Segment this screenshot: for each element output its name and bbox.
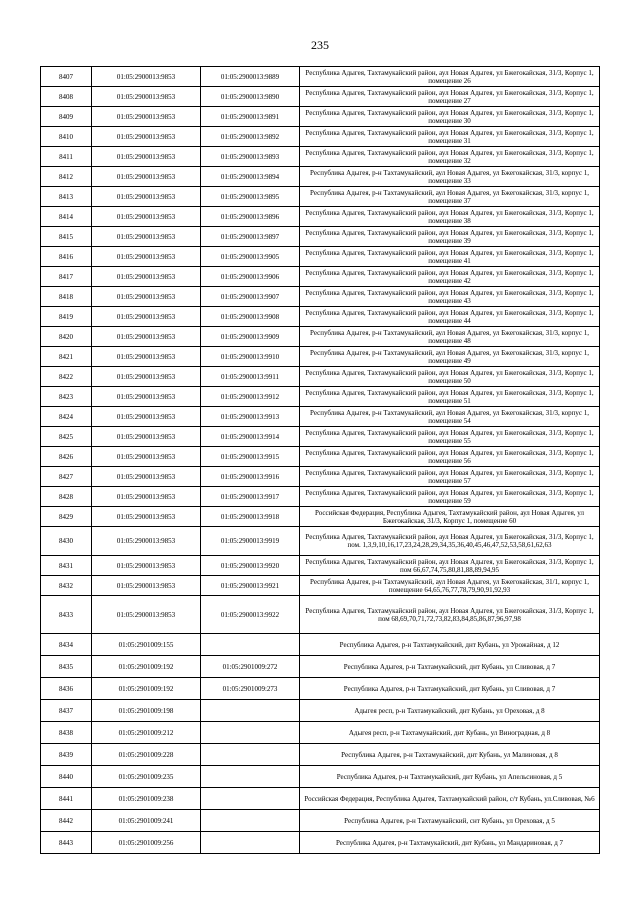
address-cell: Республика Адыгея, р-н Тахтамукайский, днт Кубань, ул Сливовая, д 7 [300, 678, 600, 700]
cadastral-number-cell: 01:05:2900013:9853 [92, 387, 201, 407]
address-cell: Республика Адыгея, Тахтамукайский район, аул Новая Адыгея, ул Бжегокайская, 31/3, Корпус 1, помещение 26 [300, 67, 600, 87]
row-number-cell: 8414 [41, 207, 92, 227]
row-number-cell: 8423 [41, 387, 92, 407]
address-cell: Республика Адыгея, р-н Тахтамукайский, днт Кубань, ул Сливовая, д 7 [300, 656, 600, 678]
premises-cadastral-number-cell: 01:05:2900013:9919 [201, 527, 300, 556]
address-cell: Республика Адыгея, Тахтамукайский район, аул Новая Адыгея, ул Бжегокайская, 31/3, Корпус 1, помещение 42 [300, 267, 600, 287]
table-row [41, 678, 600, 700]
address-cell: Российская Федерация, Республика Адыгея, Тахтамукайский район, аул Новая Адыгея, ул Бжегокайская, 31/3, Корпус 1, помещение 60 [300, 507, 600, 527]
row-number-cell: 8419 [41, 307, 92, 327]
row-number-cell: 8440 [41, 766, 92, 788]
address-cell: Республика Адыгея, Тахтамукайский район, аул Новая Адыгея, ул Бжегокайская, 31/3, Корпус 1, помещение 44 [300, 307, 600, 327]
table-row [41, 596, 600, 634]
address-cell: Республика Адыгея, Тахтамукайский район, аул Новая Адыгея, ул Бжегокайская, 31/3, Корпус 1, помещение 50 [300, 367, 600, 387]
table-row [41, 810, 600, 832]
premises-cadastral-number-cell: 01:05:2901009:272 [201, 656, 300, 678]
table-row [41, 722, 600, 744]
table-row [41, 576, 600, 596]
table-row [41, 656, 600, 678]
premises-cadastral-number-cell [201, 700, 300, 722]
premises-cadastral-number-cell: 01:05:2900013:9911 [201, 367, 300, 387]
row-number-cell: 8425 [41, 427, 92, 447]
row-number-cell: 8432 [41, 576, 92, 596]
row-number-cell: 8431 [41, 556, 92, 576]
table-row [41, 634, 600, 656]
table-row [41, 507, 600, 527]
premises-cadastral-number-cell: 01:05:2900013:9915 [201, 447, 300, 467]
table-row [41, 207, 600, 227]
address-cell: Республика Адыгея, Тахтамукайский район, аул Новая Адыгея, ул Бжегокайская, 31/3, Корпус 1, помещение 56 [300, 447, 600, 467]
table-row [41, 87, 600, 107]
cadastral-number-cell: 01:05:2901009:192 [92, 656, 201, 678]
cadastral-number-cell: 01:05:2900013:9853 [92, 507, 201, 527]
row-number-cell: 8429 [41, 507, 92, 527]
row-number-cell: 8441 [41, 788, 92, 810]
row-number-cell: 8421 [41, 347, 92, 367]
cadastral-number-cell: 01:05:2900013:9853 [92, 227, 201, 247]
row-number-cell: 8438 [41, 722, 92, 744]
cadastral-number-cell: 01:05:2901009:241 [92, 810, 201, 832]
table-row [41, 387, 600, 407]
premises-cadastral-number-cell: 01:05:2900013:9897 [201, 227, 300, 247]
table-row [41, 167, 600, 187]
table-row [41, 766, 600, 788]
premises-cadastral-number-cell: 01:05:2900013:9914 [201, 427, 300, 447]
table-row [41, 487, 600, 507]
row-number-cell: 8407 [41, 67, 92, 87]
address-cell: Республика Адыгея, Тахтамукайский район, аул Новая Адыгея, ул Бжегокайская, 31/3, Корпус 1, пом 68,69,70,71,72,73,82,83,84,85,86,87,96,97,98 [300, 596, 600, 634]
row-number-cell: 8428 [41, 487, 92, 507]
cadastral-number-cell: 01:05:2901009:235 [92, 766, 201, 788]
cadastral-number-cell: 01:05:2900013:9853 [92, 307, 201, 327]
premises-cadastral-number-cell: 01:05:2900013:9922 [201, 596, 300, 634]
table-row [41, 700, 600, 722]
cadastral-number-cell: 01:05:2901009:192 [92, 678, 201, 700]
row-number-cell: 8412 [41, 167, 92, 187]
address-cell: Республика Адыгея, р-н Тахтамукайский, аул Новая Адыгея, ул Бжегокайская, 31/3, корпус 1, помещение 33 [300, 167, 600, 187]
row-number-cell: 8439 [41, 744, 92, 766]
premises-cadastral-number-cell: 01:05:2900013:9892 [201, 127, 300, 147]
table-row [41, 307, 600, 327]
cadastral-number-cell: 01:05:2900013:9853 [92, 367, 201, 387]
address-cell: Республика Адыгея, Тахтамукайский район, аул Новая Адыгея, ул Бжегокайская, 31/3, Корпус 1, помещение 27 [300, 87, 600, 107]
page-number: 235 [311, 38, 329, 52]
cadastral-number-cell: 01:05:2900013:9853 [92, 407, 201, 427]
cadastral-number-cell: 01:05:2900013:9853 [92, 187, 201, 207]
premises-cadastral-number-cell: 01:05:2900013:9907 [201, 287, 300, 307]
table-row [41, 227, 600, 247]
address-cell: Республика Адыгея, Тахтамукайский район, аул Новая Адыгея, ул Бжегокайская, 31/3, Корпус 1, помещение 38 [300, 207, 600, 227]
address-cell: Республика Адыгея, р-н Тахтамукайский, днт Кубань, ул Урожайная, д 12 [300, 634, 600, 656]
row-number-cell: 8411 [41, 147, 92, 167]
premises-cadastral-number-cell [201, 832, 300, 854]
register-table [40, 66, 600, 854]
address-cell: Республика Адыгея, р-н Тахтамукайский, аул Новая Адыгея, ул Бжегокайская, 31/1, корпус 1, помещение 64,65,76,77,78,79,90,91,92,93 [300, 576, 600, 596]
table-row [41, 467, 600, 487]
row-number-cell: 8410 [41, 127, 92, 147]
address-cell: Республика Адыгея, р-н Тахтамукайский, днт Кубань, ул Малиновая, д 8 [300, 744, 600, 766]
address-cell: Республика Адыгея, Тахтамукайский район, аул Новая Адыгея, ул Бжегокайская, 31/3, Корпус 1, пом. 1,3,9,10,16,17,23,24,28,29,34,35,36,40,45,46,47,52,53,58,61,62,63 [300, 527, 600, 556]
premises-cadastral-number-cell: 01:05:2900013:9918 [201, 507, 300, 527]
row-number-cell: 8413 [41, 187, 92, 207]
row-number-cell: 8434 [41, 634, 92, 656]
address-cell: Республика Адыгея, Тахтамукайский район, аул Новая Адыгея, ул Бжегокайская, 31/3, Корпус 1, помещение 51 [300, 387, 600, 407]
table-row [41, 187, 600, 207]
cadastral-number-cell: 01:05:2900013:9853 [92, 147, 201, 167]
premises-cadastral-number-cell: 01:05:2900013:9890 [201, 87, 300, 107]
row-number-cell: 8427 [41, 467, 92, 487]
row-number-cell: 8408 [41, 87, 92, 107]
cadastral-number-cell: 01:05:2900013:9853 [92, 107, 201, 127]
row-number-cell: 8424 [41, 407, 92, 427]
row-number-cell: 8435 [41, 656, 92, 678]
table-row [41, 107, 600, 127]
table-row [41, 556, 600, 576]
premises-cadastral-number-cell: 01:05:2900013:9920 [201, 556, 300, 576]
premises-cadastral-number-cell: 01:05:2900013:9889 [201, 67, 300, 87]
table-row [41, 744, 600, 766]
premises-cadastral-number-cell: 01:05:2900013:9905 [201, 247, 300, 267]
premises-cadastral-number-cell: 01:05:2900013:9891 [201, 107, 300, 127]
row-number-cell: 8417 [41, 267, 92, 287]
cadastral-number-cell: 01:05:2900013:9853 [92, 127, 201, 147]
row-number-cell: 8430 [41, 527, 92, 556]
cadastral-number-cell: 01:05:2900013:9853 [92, 207, 201, 227]
premises-cadastral-number-cell [201, 788, 300, 810]
row-number-cell: 8416 [41, 247, 92, 267]
address-cell: Российская Федерация, Республика Адыгея, Тахтамукайский район, с/т Кубань, ул.Сливовая, №6 [300, 788, 600, 810]
premises-cadastral-number-cell: 01:05:2900013:9908 [201, 307, 300, 327]
address-cell: Республика Адыгея, р-н Тахтамукайский, снт Кубань, ул Ореховая, д 5 [300, 810, 600, 832]
cadastral-number-cell: 01:05:2900013:9853 [92, 576, 201, 596]
cadastral-number-cell: 01:05:2901009:155 [92, 634, 201, 656]
cadastral-number-cell: 01:05:2900013:9853 [92, 527, 201, 556]
cadastral-number-cell: 01:05:2901009:212 [92, 722, 201, 744]
address-cell: Республика Адыгея, р-н Тахтамукайский, аул Новая Адыгея, ул Бжегокайская, 31/3, корпус 1, помещение 54 [300, 407, 600, 427]
premises-cadastral-number-cell: 01:05:2900013:9913 [201, 407, 300, 427]
row-number-cell: 8443 [41, 832, 92, 854]
address-cell: Адыгея респ, р-н Тахтамукайский, днт Кубань, ул Ореховая, д 8 [300, 700, 600, 722]
table-row [41, 147, 600, 167]
table-row [41, 407, 600, 427]
cadastral-number-cell: 01:05:2901009:228 [92, 744, 201, 766]
table-row [41, 267, 600, 287]
cadastral-number-cell: 01:05:2901009:238 [92, 788, 201, 810]
address-cell: Республика Адыгея, Тахтамукайский район, аул Новая Адыгея, ул Бжегокайская, 31/3, Корпус 1, помещение 57 [300, 467, 600, 487]
premises-cadastral-number-cell: 01:05:2900013:9912 [201, 387, 300, 407]
table-row [41, 327, 600, 347]
cadastral-number-cell: 01:05:2900013:9853 [92, 267, 201, 287]
cadastral-number-cell: 01:05:2900013:9853 [92, 427, 201, 447]
premises-cadastral-number-cell: 01:05:2900013:9917 [201, 487, 300, 507]
premises-cadastral-number-cell: 01:05:2900013:9895 [201, 187, 300, 207]
address-cell: Республика Адыгея, р-н Тахтамукайский, аул Новая Адыгея, ул Бжегокайская, 31/3, корпус 1, помещение 49 [300, 347, 600, 367]
row-number-cell: 8422 [41, 367, 92, 387]
premises-cadastral-number-cell: 01:05:2900013:9893 [201, 147, 300, 167]
table-row [41, 347, 600, 367]
row-number-cell: 8420 [41, 327, 92, 347]
table-row [41, 447, 600, 467]
cadastral-number-cell: 01:05:2900013:9853 [92, 347, 201, 367]
premises-cadastral-number-cell: 01:05:2900013:9896 [201, 207, 300, 227]
table-row [41, 427, 600, 447]
premises-cadastral-number-cell: 01:05:2900013:9910 [201, 347, 300, 367]
address-cell: Республика Адыгея, Тахтамукайский район, аул Новая Адыгея, ул Бжегокайская, 31/3, Корпус 1, помещение 31 [300, 127, 600, 147]
premises-cadastral-number-cell [201, 634, 300, 656]
row-number-cell: 8426 [41, 447, 92, 467]
row-number-cell: 8433 [41, 596, 92, 634]
row-number-cell: 8442 [41, 810, 92, 832]
row-number-cell: 8436 [41, 678, 92, 700]
cadastral-number-cell: 01:05:2900013:9853 [92, 487, 201, 507]
address-cell: Республика Адыгея, Тахтамукайский район, аул Новая Адыгея, ул Бжегокайская, 31/3, Корпус 1, помещение 59 [300, 487, 600, 507]
table-row [41, 67, 600, 87]
address-cell: Республика Адыгея, Тахтамукайский район, аул Новая Адыгея, ул Бжегокайская, 31/3, Корпус 1, помещение 30 [300, 107, 600, 127]
table-row [41, 788, 600, 810]
premises-cadastral-number-cell: 01:05:2900013:9894 [201, 167, 300, 187]
premises-cadastral-number-cell [201, 810, 300, 832]
cadastral-number-cell: 01:05:2900013:9853 [92, 596, 201, 634]
cadastral-number-cell: 01:05:2900013:9853 [92, 467, 201, 487]
row-number-cell: 8418 [41, 287, 92, 307]
cadastral-number-cell: 01:05:2900013:9853 [92, 67, 201, 87]
table-row [41, 247, 600, 267]
row-number-cell: 8437 [41, 700, 92, 722]
cadastral-number-cell: 01:05:2900013:9853 [92, 447, 201, 467]
cadastral-number-cell: 01:05:2900013:9853 [92, 167, 201, 187]
address-cell: Республика Адыгея, Тахтамукайский район, аул Новая Адыгея, ул Бжегокайская, 31/3, Корпус 1, помещение 32 [300, 147, 600, 167]
address-cell: Республика Адыгея, Тахтамукайский район, аул Новая Адыгея, ул Бжегокайская, 31/3, Корпус 1, пом 66,67,74,75,80,81,88,89,94,95 [300, 556, 600, 576]
cadastral-number-cell: 01:05:2901009:198 [92, 700, 201, 722]
premises-cadastral-number-cell [201, 722, 300, 744]
premises-cadastral-number-cell: 01:05:2900013:9921 [201, 576, 300, 596]
address-cell: Республика Адыгея, р-н Тахтамукайский, днт Кубань, ул Мандариновая, д 7 [300, 832, 600, 854]
row-number-cell: 8409 [41, 107, 92, 127]
address-cell: Республика Адыгея, р-н Тахтамукайский, аул Новая Адыгея, ул Бжегокайская, 31/3, корпус 1, помещение 48 [300, 327, 600, 347]
address-cell: Республика Адыгея, Тахтамукайский район, аул Новая Адыгея, ул Бжегокайская, 31/3, Корпус 1, помещение 55 [300, 427, 600, 447]
premises-cadastral-number-cell: 01:05:2900013:9916 [201, 467, 300, 487]
table-row [41, 832, 600, 854]
cadastral-number-cell: 01:05:2900013:9853 [92, 247, 201, 267]
address-cell: Республика Адыгея, Тахтамукайский район, аул Новая Адыгея, ул Бжегокайская, 31/3, Корпус 1, помещение 41 [300, 247, 600, 267]
cadastral-number-cell: 01:05:2900013:9853 [92, 556, 201, 576]
premises-cadastral-number-cell [201, 766, 300, 788]
address-cell: Республика Адыгея, р-н Тахтамукайский, днт Кубань, ул Апельсиновая, д 5 [300, 766, 600, 788]
address-cell: Республика Адыгея, Тахтамукайский район, аул Новая Адыгея, ул Бжегокайская, 31/3, Корпус 1, помещение 39 [300, 227, 600, 247]
table-row [41, 367, 600, 387]
address-cell: Республика Адыгея, Тахтамукайский район, аул Новая Адыгея, ул Бжегокайская, 31/3, Корпус 1, помещение 43 [300, 287, 600, 307]
premises-cadastral-number-cell: 01:05:2900013:9909 [201, 327, 300, 347]
cadastral-number-cell: 01:05:2900013:9853 [92, 327, 201, 347]
table-row [41, 287, 600, 307]
cadastral-number-cell: 01:05:2900013:9853 [92, 287, 201, 307]
premises-cadastral-number-cell: 01:05:2900013:9906 [201, 267, 300, 287]
table-row [41, 127, 600, 147]
premises-cadastral-number-cell: 01:05:2901009:273 [201, 678, 300, 700]
table-row [41, 527, 600, 556]
cadastral-number-cell: 01:05:2901009:256 [92, 832, 201, 854]
row-number-cell: 8415 [41, 227, 92, 247]
address-cell: Адыгея респ, р-н Тахтамукайский, днт Кубань, ул Виноградная, д 8 [300, 722, 600, 744]
cadastral-number-cell: 01:05:2900013:9853 [92, 87, 201, 107]
premises-cadastral-number-cell [201, 744, 300, 766]
address-cell: Республика Адыгея, р-н Тахтамукайский, аул Новая Адыгея, ул Бжегокайская, 31/3, корпус 1, помещение 37 [300, 187, 600, 207]
